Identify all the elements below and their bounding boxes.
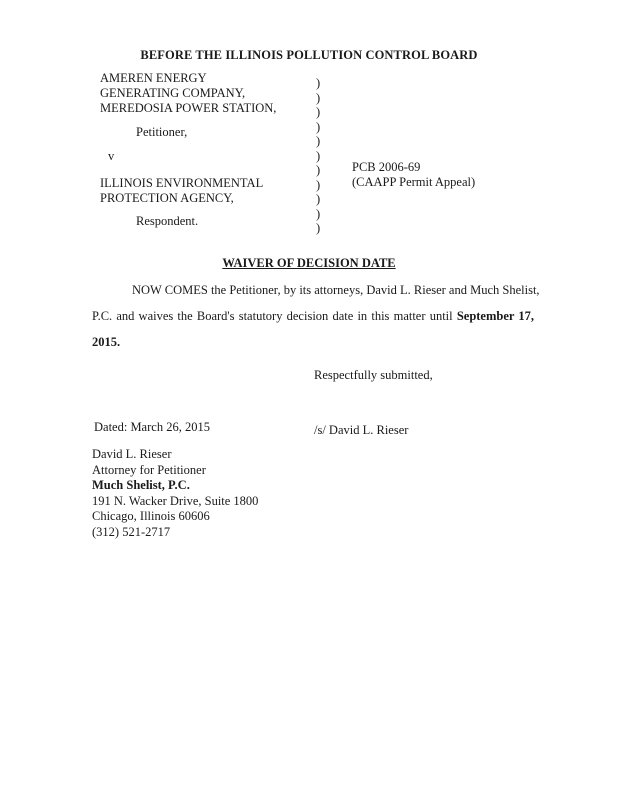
decision-date: September 17, (456, 309, 535, 323)
versus-label: v (108, 149, 115, 163)
respondent-name-line-1: ILLINOIS ENVIRONMENTAL (100, 176, 264, 190)
dated-line: Dated: March 26, 2015 (94, 420, 210, 434)
petitioner-name-line-1: AMEREN ENERGY (100, 71, 207, 85)
case-info (352, 160, 552, 190)
attorney-role: Attorney for Petitioner (92, 462, 206, 477)
address-line-1: 191 N. Wacker Drive, Suite 1800 (92, 493, 259, 508)
caption-paren: ) (316, 119, 321, 134)
court-heading: BEFORE THE ILLINOIS POLLUTION CONTROL BOARD (140, 48, 478, 62)
respondent-name-line-2: PROTECTION AGENCY, (100, 191, 234, 205)
caption-paren: ) (316, 105, 321, 119)
caption-paren: ) (316, 163, 321, 177)
case-caption-parties (100, 71, 310, 229)
caption-paren: ) (316, 192, 321, 206)
address-line-2: Chicago, Illinois 60606 (92, 509, 210, 523)
signature-line: /s/ David L. Rieser (314, 423, 409, 437)
decision-year: 2015. (92, 335, 121, 349)
closing-line: Respectfully submitted, (314, 368, 433, 382)
document-title: WAIVER OF DECISION DATE (222, 256, 396, 270)
body-line-3 (92, 335, 534, 361)
attorney-contact-block (92, 447, 312, 540)
body-line-2-text: P.C. and waives the Board's statutory decision date in this matter until (92, 309, 453, 323)
respondent-label: Respondent. (136, 214, 199, 228)
caption-paren: ) (316, 148, 321, 163)
firm-name: Much Shelist, P.C. (92, 478, 190, 492)
body-line-1: NOW COMES the Petitioner, by its attorneys, David L. Rieser and Much Shelist, (132, 283, 540, 297)
case-number: PCB 2006-69 (352, 160, 421, 174)
caption-parentheses (316, 76, 326, 236)
caption-paren: ) (316, 206, 321, 221)
body-line-2 (92, 309, 534, 335)
petitioner-label: Petitioner, (136, 125, 188, 139)
phone-number: (312) 521-2717 (92, 524, 171, 539)
caption-paren: ) (316, 134, 321, 148)
petitioner-name-line-2: GENERATING COMPANY, (100, 86, 246, 100)
caption-paren: ) (316, 177, 321, 192)
caption-paren: ) (316, 221, 321, 235)
attorney-name: David L. Rieser (92, 447, 172, 461)
body-paragraph (92, 283, 540, 361)
caption-paren: ) (316, 76, 321, 90)
case-type: (CAAPP Permit Appeal) (352, 175, 476, 189)
petitioner-name-line-3: MEREDOSIA POWER STATION, (100, 101, 277, 115)
caption-paren: ) (316, 90, 321, 105)
